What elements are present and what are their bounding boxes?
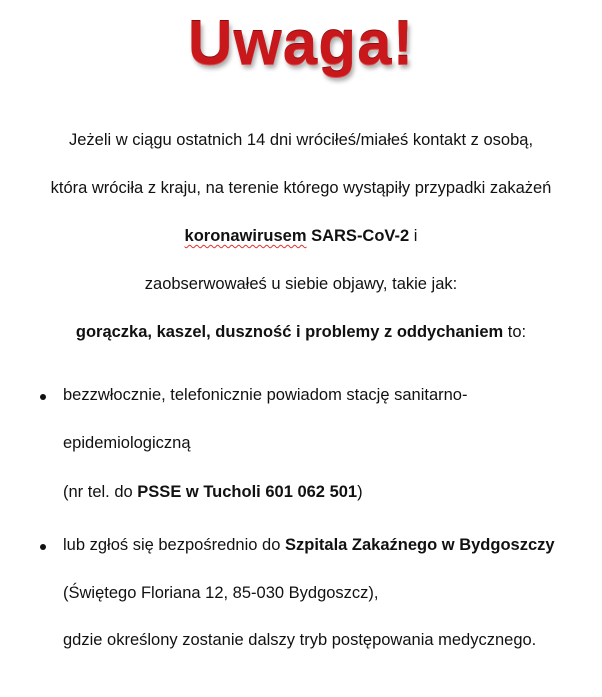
intro-line-3 [0,227,602,246]
conjunction: i [409,227,418,245]
intro-line-4: zaobserwowałeś u siebie objawy, takie jak: [144,275,458,293]
bullet-icon [40,394,46,400]
bullet-1-line-3 [63,483,363,502]
phone-number: PSSE w Tucholi 601 062 501 [137,483,358,501]
virus-term: koronawirusem [184,227,307,245]
virus-name: SARS-CoV-2 [306,227,410,245]
symptoms: gorączka, kaszel, duszność i problemy z oddychaniem [75,323,504,341]
intro-line-2: która wróciła z kraju, na terenie którego wystąpiły przypadki zakażeń [50,179,552,197]
phone-prefix: (nr tel. do [63,483,138,501]
symptoms-suffix: to: [503,323,527,341]
warning-title: Uwaga! [187,9,415,78]
bullet-1-line-1: bezzwłocznie, telefonicznie powiadom stację sanitarno- [63,386,468,404]
bullet-icon [40,544,46,550]
intro-line-1: Jeżeli w ciągu ostatnich 14 dni wróciłeś/miałeś kontakt z osobą, [68,131,534,149]
hospital-name: Szpitala Zakaźnego w Bydgoszczy [284,536,555,554]
phone-suffix: ) [357,483,363,501]
intro-line-5 [0,323,602,342]
bullet-1-line-2: epidemiologiczną [63,434,191,452]
bullet-2-line-3: gdzie określony zostanie dalszy tryb postępowania medycznego. [63,631,537,649]
bullet-2-line-1 [63,536,555,555]
bullet-2-line-2: (Świętego Floriana 12, 85-030 Bydgoszcz), [63,584,379,602]
hospital-prefix: lub zgłoś się bezpośrednio do [63,536,285,554]
